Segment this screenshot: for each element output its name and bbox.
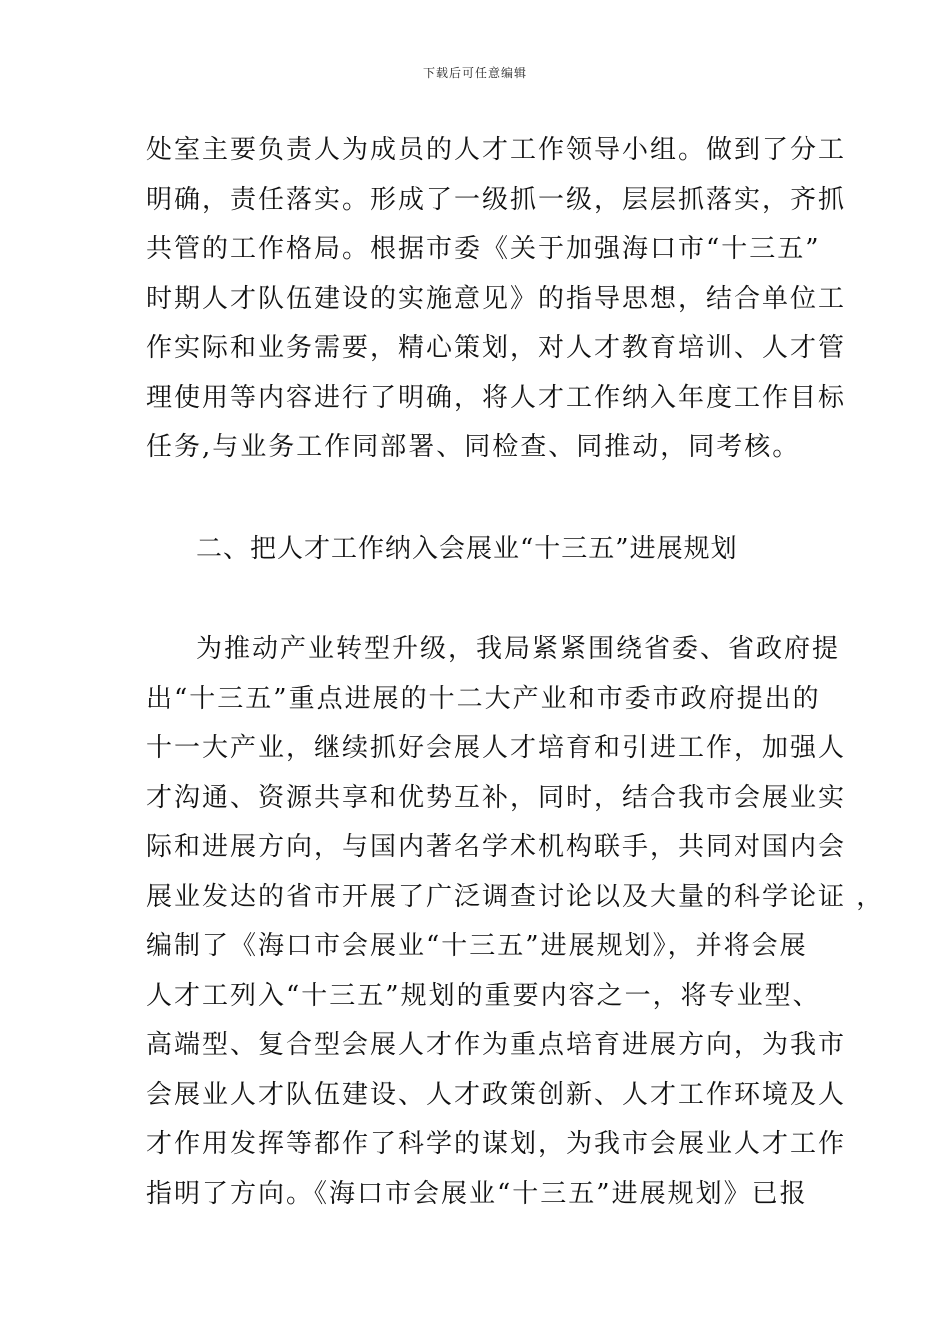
paragraph-1-line: 任务,与业务工作同部署、同检查、同推动，同考核。 (146, 432, 801, 462)
paragraph-2-line: 编制了《海口市会展业“十三五”进展规划》，并将会展 (146, 931, 808, 961)
paragraph-2-line: 高端型、复合型会展人才作为重点培育进展方向，为我市 (146, 1030, 847, 1060)
paragraph-1-line: 时期人才队伍建设的实施意见》的指导思想，结合单位工 (146, 284, 847, 314)
paragraph-2-line: 展业发达的省市开展了广泛调查讨论以及大量的科学论证 ， (146, 882, 885, 912)
paragraph-2-line: 十一大产业，继续抓好会展人才培育和引进工作，加强人 (146, 733, 847, 763)
paragraph-2-line: 会展业人才队伍建设、人才政策创新、人才工作环境及人 (146, 1080, 847, 1110)
paragraph-2-line: 际和进展方向，与国内著名学术机构联手，共同对国内会 (146, 832, 847, 862)
paragraph-1-line: 理使用等内容进行了明确，将人才工作纳入年度工作目标 (146, 383, 847, 413)
paragraph-1-line: 作实际和业务需要，精心策划，对人才教育培训、人才管 (146, 333, 847, 363)
paragraph-2-line: 指明了方向。《海口市会展业“十三五”进展规划》已报 (146, 1179, 808, 1209)
section-heading: 二、把人才工作纳入会展业“十三五”进展规划 (196, 534, 738, 564)
paragraph-1-line: 处室主要负责人为成员的人才工作领导小组。做到了分工 (146, 135, 847, 165)
paragraph-2-line: 才作用发挥等都作了科学的谋划，为我市会展业人才工作 (146, 1129, 847, 1159)
paragraph-2-line: 才沟通、资源共享和优势互补，同时，结合我市会展业实 (146, 783, 847, 813)
paragraph-2-line: 人才工列入“十三五”规划的重要内容之一，将专业型、 (146, 981, 821, 1011)
paragraph-2-line: 出“十三五”重点进展的十二大产业和市委市政府提出的 (146, 684, 821, 714)
paragraph-1-line: 共管的工作格局。根据市委《关于加强海口市“十三五” (146, 234, 821, 264)
paragraph-1-line: 明确，责任落实。形成了一级抓一级，层层抓落实，齐抓 (146, 185, 847, 215)
page-header: 下载后可任意编辑 (422, 66, 527, 80)
paragraph-2-line: 为推动产业转型升级，我局紧紧围绕省委、省政府提 (196, 634, 841, 664)
